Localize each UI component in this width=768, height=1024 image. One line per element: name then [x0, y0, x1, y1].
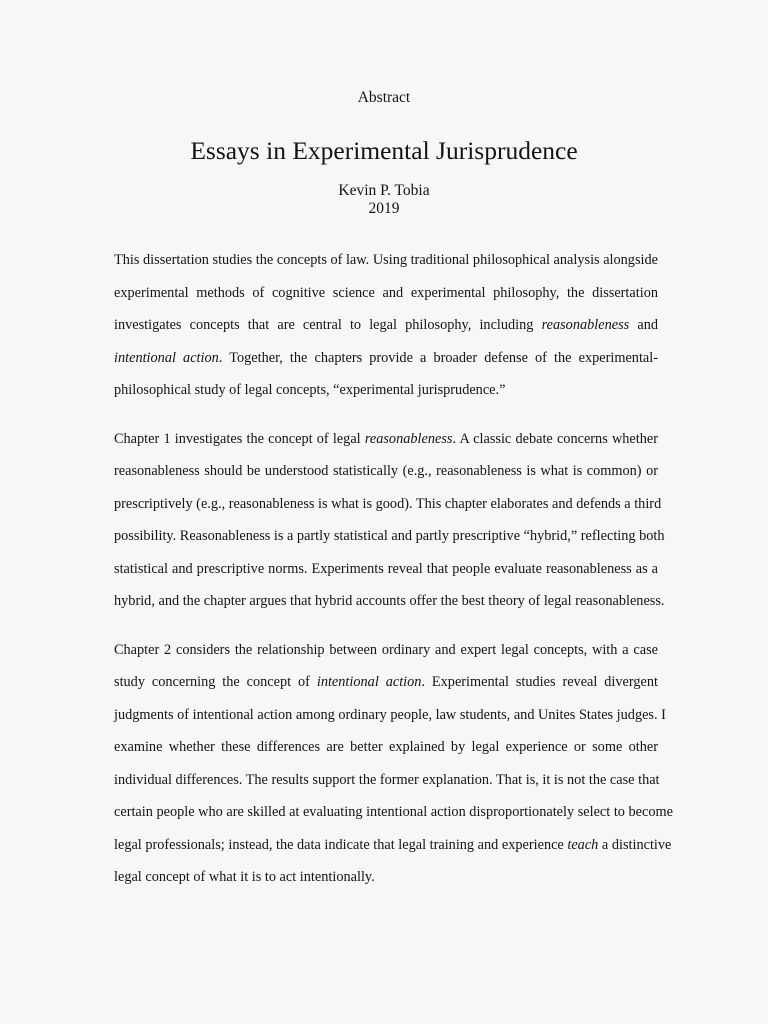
italic-term: reasonableness: [541, 317, 630, 333]
italic-term: reasonableness: [364, 430, 453, 447]
author-name: Kevin P. Tobia: [338, 182, 430, 199]
abstract-paragraph: [114, 423, 665, 618]
text-line: philosophical study of legal concepts, “experimental jurisprudence.”: [114, 382, 506, 398]
italic-term: intentional action: [114, 349, 219, 366]
italic-term: intentional action: [316, 674, 422, 690]
text-line: legal concept of what it is to act intentionally.: [114, 869, 375, 885]
document-title: Essays in Experimental Jurisprudence: [190, 136, 578, 165]
text-line: individual differences. The results support the former explanation. That is, it is not the case that: [114, 771, 660, 788]
text-line: This dissertation studies the concepts of law. Using traditional philosophical analysis alongside: [114, 252, 658, 268]
text-line: prescriptively (e.g., reasonableness is what is good). This chapter elaborates and defends a third: [114, 495, 662, 512]
text-line: Chapter 1 investigates the concept of legal reasonableness. A classic debate concerns whether: [114, 430, 658, 447]
abstract-body: [114, 244, 673, 910]
text-line: statistical and prescriptive norms. Experiments reveal that people evaluate reasonableness as a: [114, 560, 658, 577]
text-line: hybrid, and the chapter argues that hybrid accounts offer the best theory of legal reasonableness.: [114, 593, 665, 609]
text-line: legal professionals; instead, the data indicate that legal training and experience teach a distinctive: [114, 836, 672, 853]
text-line: possibility. Reasonableness is a partly statistical and partly prescriptive “hybrid,” reflecting both: [114, 528, 665, 544]
text-line: intentional action. Together, the chapters provide a broader defense of the experimental-: [114, 349, 658, 366]
text-line: investigates concepts that are central to legal philosophy, including reasonableness and: [114, 317, 658, 333]
text-line: examine whether these differences are better explained by legal experience or some other: [114, 739, 658, 755]
text-line: certain people who are skilled at evaluating intentional action disproportionately select to become: [114, 804, 673, 820]
abstract-paragraph: [114, 244, 658, 407]
text-line: Chapter 2 considers the relationship between ordinary and expert legal concepts, with a case: [114, 641, 658, 658]
text-line: experimental methods of cognitive science and experimental philosophy, the dissertation: [114, 284, 658, 301]
text-line: reasonableness should be understood statistically (e.g., reasonableness is what is common) or: [114, 463, 658, 479]
abstract-label: Abstract: [357, 89, 411, 106]
text-line: study concerning the concept of intentional action. Experimental studies reveal divergent: [114, 674, 658, 690]
publication-year: 2019: [368, 200, 400, 217]
italic-term: teach: [567, 836, 599, 853]
text-line: judgments of intentional action among ordinary people, law students, and Unites States judges. I: [114, 706, 666, 723]
abstract-paragraph: [114, 634, 673, 894]
